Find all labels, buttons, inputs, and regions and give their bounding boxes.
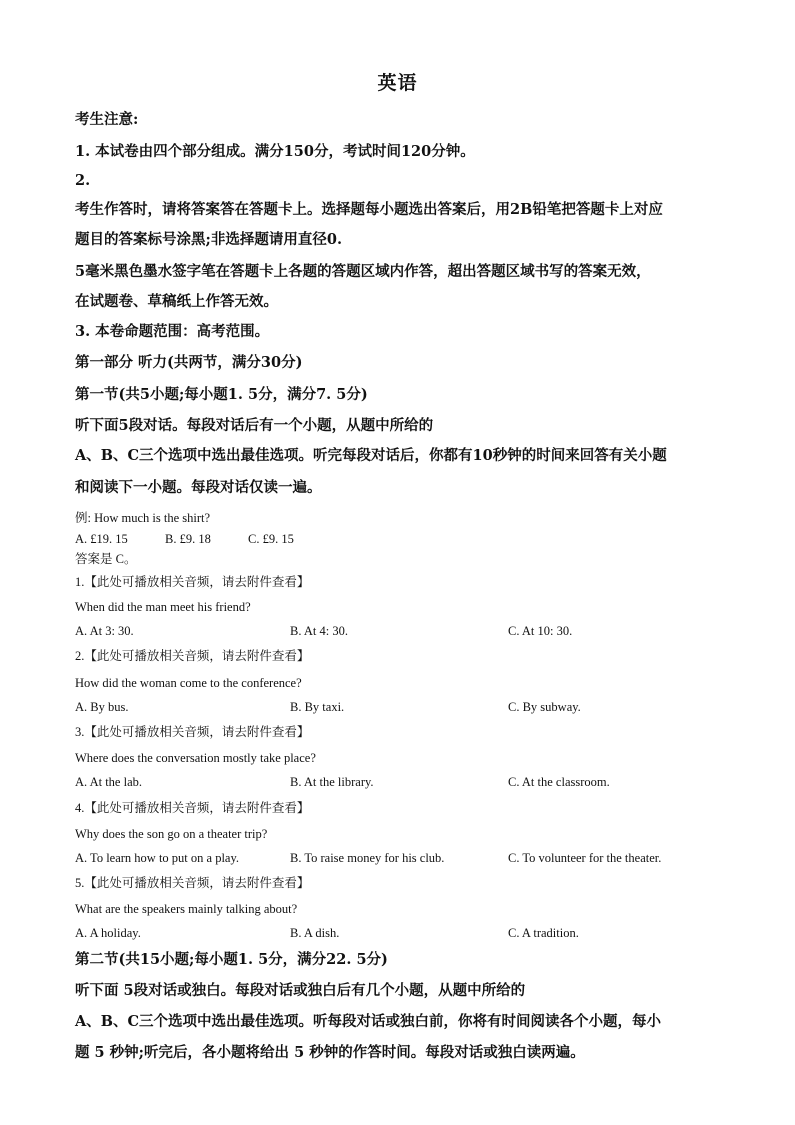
question-1-option-c: C. At 10: 30. [508, 624, 573, 638]
question-5-option-a: A. A holiday. [75, 926, 141, 940]
section2-instruction-line-2: A、B、C三个选项中选出最佳选项。听每段对话或独白前，你将有时间阅读各个小题，每小 [75, 1013, 662, 1030]
section1-instruction-line-3: 和阅读下一小题。每段对话仅读一遍。 [75, 479, 322, 496]
question-5-stem: What are the speakers mainly talking about? [75, 902, 298, 916]
question-3-option-b: B. At the library. [290, 775, 374, 789]
section1-instruction-line-2: A、B、C三个选项中选出最佳选项。听完每段对话后，你都有10秒钟的时间来回答有关小题 [75, 447, 667, 464]
section2-instruction-line-3: 题 5 秒钟;听完后，各小题将给出 5 秒钟的作答时间。每段对话或独白读两遍。 [75, 1044, 585, 1061]
section1-heading: 第一节(共5小题;每小题1. 5分，满分7. 5分) [75, 386, 368, 403]
question-2-option-a: A. By bus. [75, 700, 129, 714]
question-3-option-c: C. At the classroom. [508, 775, 610, 789]
question-1-option-b: B. At 4: 30. [290, 624, 348, 638]
section2-instruction-line-1: 听下面 5段对话或独白。每段对话或独白后有几个小题，从题中所给的 [75, 982, 526, 999]
notice-item-3: 3. 本卷命题范围：高考范围。 [75, 323, 270, 340]
question-4-option-a: A. To learn how to put on a play. [75, 851, 240, 865]
question-5-option-b: B. A dish. [290, 926, 340, 940]
notice-item-2-line-2: 题目的答案标号涂黑;非选择题请用直径0. [75, 231, 342, 248]
question-3-option-a: A. At the lab. [75, 775, 143, 789]
question-4-option-c: C. To volunteer for the theater. [508, 851, 662, 865]
question-2-option-b: B. By taxi. [290, 700, 345, 714]
example-option-a: A. £19. 15 [75, 532, 128, 546]
question-2-audio-link[interactable]: 2.【此处可播放相关音频，请去附件查看】 [75, 649, 310, 663]
question-2-option-c: C. By subway. [508, 700, 581, 714]
question-5-audio-link[interactable]: 5.【此处可播放相关音频，请去附件查看】 [75, 876, 310, 890]
section2-heading: 第二节(共15小题;每小题1. 5分，满分22. 5分) [75, 951, 388, 968]
example-question: 例: How much is the shirt? [75, 511, 211, 525]
question-1-audio-link[interactable]: 1.【此处可播放相关音频，请去附件查看】 [75, 575, 310, 589]
notice-item-2-number: 2. [75, 172, 91, 189]
example-option-b: B. £9. 18 [165, 532, 211, 546]
section1-instruction-line-1: 听下面5段对话。每段对话后有一个小题，从题中所给的 [75, 417, 434, 434]
question-1-option-a: A. At 3: 30. [75, 624, 134, 638]
page-title: 英语 [377, 72, 418, 94]
notice-item-2-line-1: 考生作答时，请将答案答在答题卡上。选择题每小题选出答案后，用2B铅笔把答题卡上对应 [75, 201, 663, 218]
example-option-c: C. £9. 15 [248, 532, 294, 546]
question-4-stem: Why does the son go on a theater trip? [75, 827, 268, 841]
question-2-stem: How did the woman come to the conference? [75, 676, 302, 690]
question-4-audio-link[interactable]: 4.【此处可播放相关音频，请去附件查看】 [75, 801, 310, 815]
notice-item-2-line-4: 在试题卷、草稿纸上作答无效。 [75, 293, 278, 310]
notice-item-1: 1. 本试卷由四个部分组成。满分150分，考试时间120分钟。 [75, 143, 475, 160]
question-3-stem: Where does the conversation mostly take place? [75, 751, 316, 765]
question-4-option-b: B. To raise money for his club. [290, 851, 445, 865]
notice-heading: 考生注意: [75, 111, 139, 128]
question-5-option-c: C. A tradition. [508, 926, 579, 940]
question-3-audio-link[interactable]: 3.【此处可播放相关音频，请去附件查看】 [75, 725, 310, 739]
notice-item-2-line-3: 5毫米黑色墨水签字笔在答题卡上各题的答题区域内作答，超出答题区域书写的答案无效， [75, 263, 651, 280]
example-answer: 答案是 C。 [75, 552, 137, 566]
question-1-stem: When did the man meet his friend? [75, 600, 251, 614]
part1-heading: 第一部分 听力(共两节，满分30分) [75, 354, 303, 371]
